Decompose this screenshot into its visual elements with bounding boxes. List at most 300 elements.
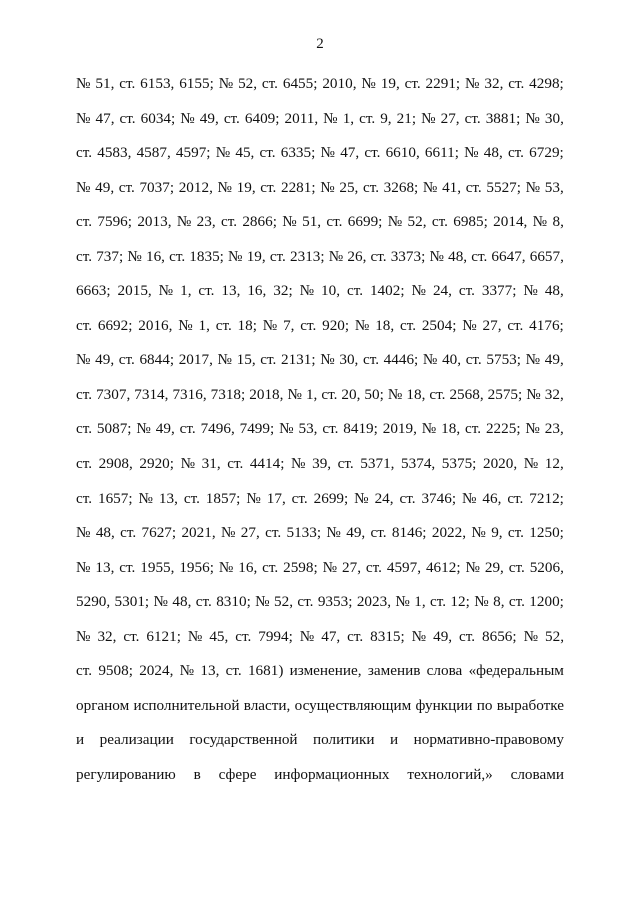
- word: 4612;: [425, 558, 461, 576]
- word: ст.: [120, 524, 137, 542]
- word: 920;: [322, 316, 350, 334]
- text-line: [76, 316, 564, 351]
- word: ст.: [458, 282, 475, 300]
- word: 3881;: [485, 109, 521, 127]
- word: 7314,: [134, 385, 169, 403]
- word: ст.: [300, 316, 317, 334]
- word: 2225;: [485, 420, 521, 438]
- word: 32,: [484, 75, 504, 92]
- word: 1681): [247, 662, 284, 680]
- word: №: [76, 558, 91, 576]
- word: №: [291, 455, 306, 473]
- word: 8310;: [216, 593, 251, 611]
- word: №: [354, 316, 370, 334]
- word: ст.: [76, 213, 93, 231]
- word: №: [279, 420, 294, 438]
- word: №: [422, 178, 438, 196]
- word: ст.: [119, 75, 136, 92]
- word: №: [326, 524, 341, 542]
- word: №: [215, 144, 231, 162]
- word: 27,: [440, 109, 460, 127]
- word: 39,: [312, 455, 332, 473]
- word: №: [228, 247, 243, 265]
- word: 2575;: [487, 385, 523, 403]
- word: №: [387, 385, 403, 403]
- word: 1,: [414, 593, 426, 611]
- word: 4597,: [386, 558, 422, 576]
- word: 47,: [321, 627, 341, 645]
- word: 5375;: [441, 455, 477, 473]
- word: 27,: [342, 558, 361, 576]
- word: 2504;: [421, 316, 457, 334]
- word: №: [262, 316, 278, 334]
- text-line: [76, 281, 564, 316]
- word: ст.: [123, 627, 140, 645]
- word: слова: [426, 662, 463, 680]
- word: 48,: [448, 247, 468, 265]
- word: 49,: [433, 627, 453, 645]
- word: ст.: [321, 385, 338, 403]
- word: заменив: [367, 662, 421, 680]
- word: 7627;: [141, 524, 177, 542]
- word: №: [465, 558, 480, 576]
- word: №: [299, 282, 315, 300]
- word: ст.: [291, 489, 308, 507]
- word: ст.: [119, 109, 136, 127]
- word: ст.: [362, 351, 380, 369]
- word: 10,: [321, 282, 341, 300]
- word: 18,: [441, 420, 461, 438]
- document-body-text: [76, 74, 564, 799]
- word: 6155;: [179, 75, 214, 92]
- word: 49,: [95, 178, 115, 196]
- text-line: [76, 661, 564, 696]
- word: выработке: [496, 696, 564, 714]
- text-line: [76, 730, 564, 765]
- word: ст.: [183, 489, 200, 507]
- word: 7318;: [210, 385, 246, 403]
- word: 6610,: [385, 144, 420, 162]
- word: ст.: [507, 316, 524, 334]
- word: 21;: [396, 109, 417, 127]
- word: 2020,: [482, 455, 518, 473]
- word: исполнительной: [133, 696, 240, 714]
- word: 1,: [305, 385, 318, 403]
- word: №: [176, 213, 192, 231]
- word: ст.: [431, 213, 448, 231]
- word: 2023,: [356, 593, 391, 611]
- word: 8,: [552, 213, 564, 231]
- word: №: [465, 75, 480, 92]
- word: ст.: [465, 351, 482, 369]
- word: 7316,: [172, 385, 207, 403]
- word: №: [299, 627, 315, 645]
- word: №: [525, 351, 541, 369]
- text-line: [76, 178, 564, 213]
- word: ст.: [429, 385, 446, 403]
- word: №: [255, 593, 270, 611]
- word: 3268;: [383, 178, 419, 196]
- word: 1200;: [529, 593, 564, 611]
- word: 4176;: [529, 316, 564, 334]
- word: власти,: [243, 696, 291, 714]
- word: ст.: [347, 627, 364, 645]
- word: 2568,: [449, 385, 484, 403]
- word: №: [387, 213, 403, 231]
- word: 23,: [196, 213, 216, 231]
- word: ст.: [364, 144, 381, 162]
- word: №: [179, 662, 195, 680]
- text-line: [76, 696, 564, 731]
- word: 4446;: [383, 351, 419, 369]
- word: и: [76, 731, 85, 749]
- word: сфере: [218, 765, 257, 783]
- word: реализации: [99, 731, 174, 749]
- word: 23,: [544, 420, 564, 438]
- text-line: [76, 454, 564, 489]
- word: ст.: [508, 75, 525, 92]
- word: 7,: [283, 316, 295, 334]
- word: №: [471, 524, 486, 542]
- word: 5371,: [360, 455, 395, 473]
- word: 51,: [302, 213, 322, 231]
- text-line: [76, 592, 564, 627]
- word: 45,: [235, 144, 255, 162]
- text-line: [76, 350, 564, 385]
- word: 2016,: [138, 316, 173, 334]
- word: ст.: [235, 627, 252, 645]
- word: ст.: [459, 627, 476, 645]
- text-line: [76, 212, 564, 247]
- word: 1,: [198, 316, 210, 334]
- word: 2015,: [117, 282, 152, 300]
- word: №: [217, 178, 233, 196]
- word: 17,: [266, 489, 286, 507]
- text-line: [76, 74, 564, 109]
- word: 53,: [298, 420, 318, 438]
- word: 19,: [380, 75, 400, 92]
- word: ст.: [465, 178, 482, 196]
- word: 13,: [158, 489, 178, 507]
- word: 2131;: [280, 351, 316, 369]
- word: №: [246, 489, 261, 507]
- word: ст.: [399, 489, 416, 507]
- word: 52,: [274, 593, 294, 611]
- word: 6455;: [282, 75, 318, 92]
- word: 25,: [339, 178, 359, 196]
- word: 6121;: [146, 627, 181, 645]
- word: №: [361, 75, 376, 92]
- word: ст.: [76, 144, 93, 162]
- word: №: [462, 316, 477, 334]
- word: 9508;: [98, 662, 133, 680]
- word: 29,: [484, 558, 504, 576]
- word: 15,: [236, 351, 256, 369]
- word: 1402;: [369, 282, 405, 300]
- word: ст.: [508, 593, 525, 611]
- page-number: 2: [316, 36, 324, 52]
- word: 32;: [273, 282, 293, 300]
- word: 2699;: [313, 489, 349, 507]
- word: 8146;: [391, 524, 427, 542]
- word: ст.: [223, 109, 240, 127]
- word: 5527;: [486, 178, 521, 196]
- word: №: [287, 385, 302, 403]
- word: ст.: [297, 593, 314, 611]
- word: 27,: [240, 524, 260, 542]
- word: ст.: [399, 316, 417, 334]
- word: ст.: [362, 178, 380, 196]
- word: №: [180, 109, 195, 127]
- word: ст.: [337, 455, 354, 473]
- word: 5290,: [76, 593, 111, 611]
- text-line: [76, 765, 564, 800]
- word: 6699;: [347, 213, 383, 231]
- word: №: [464, 144, 479, 162]
- word: 46,: [482, 489, 502, 507]
- word: 3746;: [421, 489, 457, 507]
- word: 7994;: [258, 627, 293, 645]
- word: ст.: [262, 558, 279, 576]
- word: 8656;: [482, 627, 517, 645]
- word: 2313;: [290, 247, 325, 265]
- word: 2908,: [98, 455, 133, 473]
- word: 32,: [544, 385, 564, 403]
- word: №: [180, 455, 196, 473]
- word: №: [523, 455, 539, 473]
- word: №: [76, 351, 91, 369]
- word: №: [395, 593, 410, 611]
- text-line: [76, 109, 564, 144]
- word: 4587,: [136, 144, 171, 162]
- word: 2281;: [280, 178, 316, 196]
- word: ст.: [507, 144, 524, 162]
- word: ст.: [169, 247, 186, 265]
- word: ст.: [326, 213, 343, 231]
- word: №: [76, 524, 91, 542]
- word: 7596;: [97, 213, 132, 231]
- word: 27,: [482, 316, 502, 334]
- word: №: [354, 489, 369, 507]
- word: 9353;: [317, 593, 353, 611]
- word: 6153,: [140, 75, 175, 92]
- word: 31,: [201, 455, 221, 473]
- word: №: [76, 109, 91, 127]
- word: ст.: [370, 247, 387, 265]
- word: ст.: [118, 178, 135, 196]
- word: 5133;: [286, 524, 322, 542]
- word: №: [422, 351, 438, 369]
- word: 8,: [493, 593, 505, 611]
- word: 1857;: [205, 489, 241, 507]
- word: ст.: [465, 420, 482, 438]
- word: 2022,: [431, 524, 467, 542]
- word: изменение,: [289, 662, 362, 680]
- word: №: [218, 75, 234, 92]
- word: ст.: [76, 455, 93, 473]
- word: №: [158, 282, 174, 300]
- word: 5206,: [529, 558, 564, 576]
- text-line: [76, 419, 564, 454]
- word: 49,: [155, 420, 175, 438]
- text-line: [76, 489, 564, 524]
- word: 4583,: [97, 144, 132, 162]
- word: ст.: [76, 662, 93, 680]
- word: 16,: [238, 558, 258, 576]
- word: ст.: [404, 75, 421, 92]
- word: 2012,: [178, 178, 213, 196]
- word: 53,: [544, 178, 564, 196]
- word: 2598;: [283, 558, 318, 576]
- word: и: [390, 731, 399, 749]
- word: 13,: [221, 282, 241, 300]
- word: «федеральным: [468, 662, 564, 680]
- word: ст.: [508, 558, 525, 576]
- text-line: [76, 558, 564, 593]
- word: 49,: [544, 351, 564, 369]
- word: ст.: [76, 247, 93, 265]
- word: №: [178, 316, 193, 334]
- word: 12;: [450, 593, 470, 611]
- word: органом: [76, 696, 130, 714]
- word: 52,: [545, 627, 564, 645]
- word: 47,: [95, 109, 115, 127]
- word: 52,: [407, 213, 427, 231]
- word: ст.: [261, 75, 278, 92]
- word: 8419;: [343, 420, 378, 438]
- word: №: [220, 524, 236, 542]
- word: 5753;: [486, 351, 521, 369]
- word: 16,: [247, 282, 267, 300]
- word: №: [526, 385, 541, 403]
- word: 45,: [209, 627, 229, 645]
- word: ст.: [260, 178, 277, 196]
- word: №: [320, 144, 336, 162]
- word: №: [328, 247, 344, 265]
- word: словами: [510, 765, 564, 783]
- word: ст.: [227, 455, 244, 473]
- word: 49,: [346, 524, 366, 542]
- word: 6335;: [280, 144, 316, 162]
- word: 1,: [342, 109, 355, 127]
- word: 2920;: [139, 455, 174, 473]
- word: 2011,: [284, 109, 319, 127]
- word: ст.: [359, 109, 376, 127]
- word: ст.: [259, 144, 276, 162]
- word: ст.: [225, 662, 242, 680]
- word: ст.: [215, 316, 232, 334]
- word: 1835;: [189, 247, 224, 265]
- word: ст.: [118, 351, 135, 369]
- word: №: [282, 213, 297, 231]
- word: в: [193, 765, 201, 783]
- word: 5301;: [114, 593, 150, 611]
- word: 7496,: [200, 420, 235, 438]
- word: №: [138, 489, 153, 507]
- word: 30,: [339, 351, 359, 369]
- word: 6692;: [97, 316, 133, 334]
- word: 1955,: [140, 558, 175, 576]
- word: ст.: [76, 385, 93, 403]
- word: 2010,: [322, 75, 357, 92]
- text-line: [76, 247, 564, 282]
- word: 6663;: [76, 282, 111, 300]
- word: №: [218, 558, 234, 576]
- word: 20,: [341, 385, 361, 403]
- word: ст.: [179, 420, 196, 438]
- word: 7307,: [96, 385, 131, 403]
- word: 48,: [483, 144, 503, 162]
- word: 7212;: [529, 489, 564, 507]
- word: 3377;: [481, 282, 517, 300]
- word: №: [411, 627, 427, 645]
- word: 1,: [180, 282, 192, 300]
- word: 2014,: [493, 213, 528, 231]
- word: информационных: [274, 765, 390, 783]
- word: 6647,: [491, 247, 526, 265]
- word: 2019,: [382, 420, 417, 438]
- word: 5374,: [401, 455, 436, 473]
- word: 26,: [347, 247, 367, 265]
- word: 19,: [246, 247, 266, 265]
- word: 18,: [375, 316, 395, 334]
- word: ст.: [76, 316, 93, 334]
- word: государственной: [189, 731, 298, 749]
- word: №: [217, 351, 233, 369]
- word: 4414;: [249, 455, 285, 473]
- word: 24,: [374, 489, 394, 507]
- word: 19,: [236, 178, 256, 196]
- word: 6034;: [140, 109, 176, 127]
- word: №: [525, 178, 541, 196]
- word: 7037;: [139, 178, 175, 196]
- text-line: [76, 385, 564, 420]
- text-line: [76, 143, 564, 178]
- word: 49,: [95, 351, 115, 369]
- word: №: [411, 282, 426, 300]
- word: №: [127, 247, 142, 265]
- word: нормативно-правовому: [413, 731, 564, 749]
- word: 4597;: [175, 144, 211, 162]
- word: 12,: [544, 455, 564, 473]
- word: №: [461, 489, 477, 507]
- word: 2017,: [178, 351, 213, 369]
- word: №: [474, 593, 489, 611]
- word: №: [429, 247, 444, 265]
- word: ст.: [464, 109, 481, 127]
- word: ст.: [346, 282, 364, 300]
- word: №: [136, 420, 151, 438]
- word: 4298;: [529, 75, 564, 92]
- word: №: [76, 75, 91, 92]
- word: ст.: [76, 420, 93, 438]
- word: 6844;: [139, 351, 175, 369]
- word: 6985;: [453, 213, 488, 231]
- word: 48,: [172, 593, 192, 611]
- word: №: [76, 178, 91, 196]
- word: ст.: [471, 247, 488, 265]
- word: №: [76, 627, 91, 645]
- word: 6729;: [529, 144, 564, 162]
- word: №: [320, 178, 335, 196]
- word: №: [187, 627, 203, 645]
- word: 737;: [96, 247, 124, 265]
- word: ст.: [507, 489, 524, 507]
- word: ст.: [260, 351, 277, 369]
- word: 1956;: [179, 558, 214, 576]
- word: ст.: [198, 282, 215, 300]
- word: 6657,: [529, 247, 564, 265]
